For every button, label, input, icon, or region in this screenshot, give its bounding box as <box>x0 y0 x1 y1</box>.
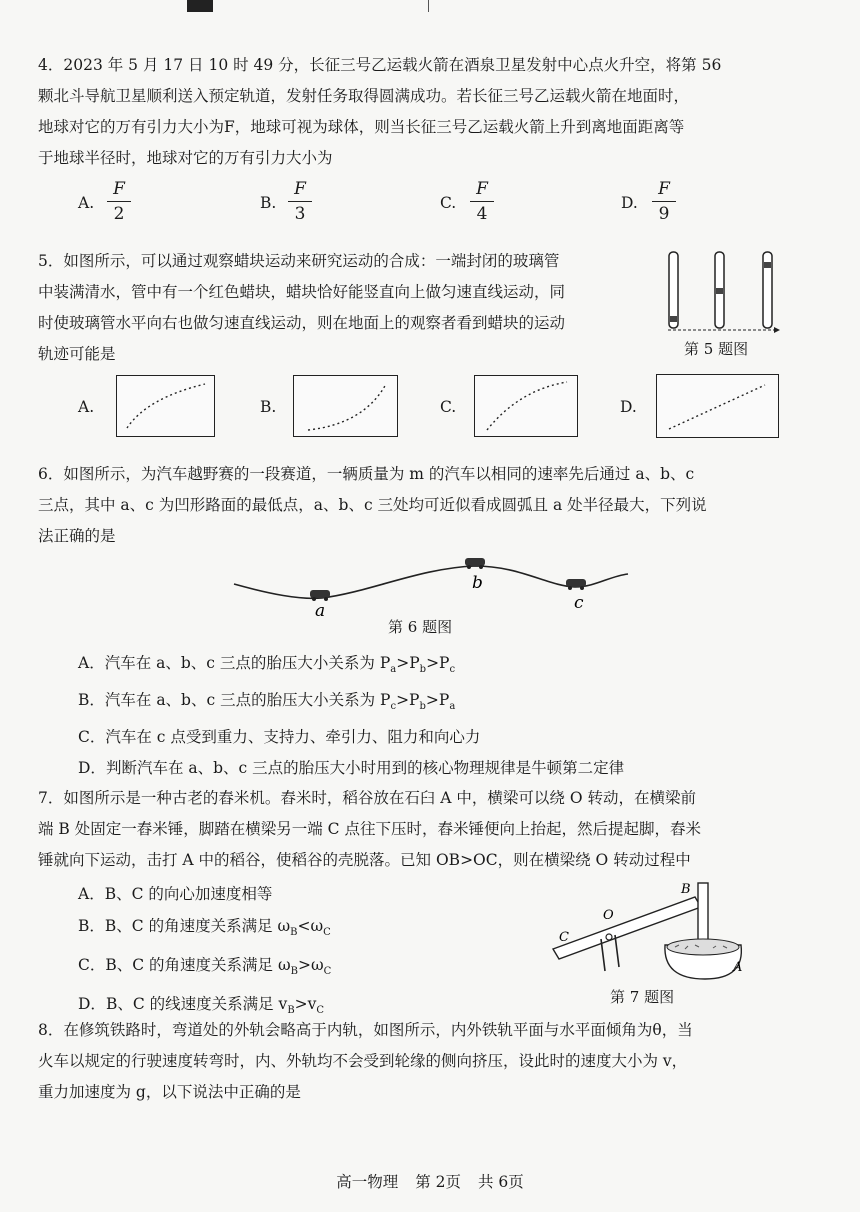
trajectory-path <box>669 385 765 429</box>
q5-option-b-graph <box>293 375 398 437</box>
q4-option-b-label: B. <box>260 194 277 212</box>
q7-figure-caption: 第 7 题图 <box>610 988 675 1006</box>
fraction-bar <box>652 201 676 202</box>
road-figure <box>230 554 630 616</box>
label-o: O <box>603 908 614 923</box>
fraction-numerator: F <box>476 179 488 199</box>
q6-figure-caption: 第 6 题图 <box>388 618 453 636</box>
trajectory-path <box>308 384 386 430</box>
question-8-stem <box>38 1015 693 1108</box>
pestle <box>698 883 708 941</box>
q4-option-a-fraction <box>107 178 131 225</box>
question-4-stem <box>38 50 721 174</box>
rice-pounder-figure <box>545 875 760 985</box>
question-7-stem <box>38 783 701 876</box>
fraction-denominator: 2 <box>113 204 125 224</box>
footer-subject: 高一物理 <box>336 1173 399 1191</box>
scan-line <box>428 0 429 12</box>
q5-option-a-label: A. <box>78 398 95 416</box>
support-post <box>601 939 605 971</box>
q4-option-d-label: D. <box>621 194 638 212</box>
fraction-denominator: 4 <box>476 204 488 224</box>
q5-option-a-graph <box>116 375 215 437</box>
question-line: 6．如图所示，为汽车越野赛的一段赛道，一辆质量为 m 的汽车以相同的速率先后通过 a、b、c <box>38 465 695 483</box>
question-line: 4．2023 年 5 月 17 日 10 时 49 分，长征三号乙运载火箭在酒泉卫星发射中心点火升空，将第 56 <box>38 56 722 74</box>
q5-option-d-graph <box>656 374 779 438</box>
q6-option-d: D．判断汽车在 a、b、c 三点的胎压大小时用到的核心物理规律是牛顿第二定律 <box>78 759 625 778</box>
question-line: 三点，其中 a、c 为凹形路面的最低点，a、b、c 三处均可近似看成圆弧且 a 处半径最大，下列说 <box>38 496 707 514</box>
grain <box>667 939 739 955</box>
fraction-numerator: F <box>658 179 670 199</box>
fraction-bar <box>470 201 494 202</box>
fraction-bar <box>288 201 312 202</box>
question-line: 地球对它的万有引力大小为F，地球可视为球体，则当长征三号乙运载火箭上升到离地面距离等 <box>38 118 685 136</box>
trajectory-path <box>127 384 205 428</box>
label-b: B <box>681 882 691 897</box>
point-label-c: c <box>574 593 584 613</box>
question-line: 8．在修筑铁路时，弯道处的外轨会略高于内轨，如图所示，内外铁轨平面与水平面倾角为θ，当 <box>38 1021 693 1039</box>
footer-page: 第 2页 <box>415 1173 461 1191</box>
question-line: 于地球半径时，地球对它的万有引力大小为 <box>38 149 333 167</box>
q5-option-d-label: D. <box>620 398 637 416</box>
support-post <box>615 935 619 967</box>
label-c: C <box>559 930 569 945</box>
label-a: A <box>733 960 743 975</box>
question-line: 火车以规定的行驶速度转弯时，内、外轨均不会受到轮缘的侧向挤压，设此时的速度大小为 v， <box>38 1052 688 1070</box>
question-line: 轨迹可能是 <box>38 345 116 363</box>
question-line: 7．如图所示是一种古老的舂米机。舂米时，稻谷放在石臼 A 中，横梁可以绕 O 转动，在横梁前 <box>38 789 696 807</box>
wax-block <box>670 316 677 322</box>
point-label-a: a <box>315 601 326 616</box>
q7-option-a: A．B、C 的向心加速度相等 <box>78 885 273 903</box>
arrow-head-icon <box>774 327 780 333</box>
glass-tube-figure <box>660 248 790 336</box>
question-line: 颗北斗导航卫星顺利送入预定轨道，发射任务取得圆满成功。若长征三号乙运载火箭在地面时， <box>38 87 690 105</box>
question-line: 重力加速度为 g，以下说法中正确的是 <box>38 1083 301 1101</box>
q5-option-c-graph <box>474 375 578 437</box>
q4-option-c-fraction <box>470 178 494 225</box>
car-icon <box>465 558 485 569</box>
footer-total: 共 6页 <box>477 1173 524 1191</box>
question-line: 时使玻璃管水平向右也做匀速直线运动，则在地面上的观察者看到蜡块的运动 <box>38 314 566 332</box>
q4-option-a-label: A. <box>78 194 95 212</box>
q4-option-b-fraction <box>288 178 312 225</box>
question-line: 中装满清水，管中有一个红色蜡块，蜡块恰好能竖直向上做匀速直线运动，同 <box>38 283 566 301</box>
q6-option-a: A．汽车在 a、b、c 三点的胎压大小关系为 $P_a>P_b>P_c$ <box>78 654 456 676</box>
fraction-denominator: 3 <box>294 204 306 224</box>
q6-option-b: B．汽车在 a、b、c 三点的胎压大小关系为 $P_c>P_b>P_a$ <box>78 691 456 713</box>
q7-option-d: D．B、C 的线速度关系满足 $v_B>v_C$ <box>78 995 325 1017</box>
fraction-numerator: F <box>294 179 306 199</box>
question-line: 锤就向下运动，击打 A 中的稻谷，使稻谷的壳脱落。已知 OB>OC，则在横梁绕 O 转动过程中 <box>38 851 691 869</box>
question-line: 法正确的是 <box>38 527 116 545</box>
q7-option-b: B．B、C 的角速度关系满足 $\omega_B<\omega_C$ <box>78 917 331 939</box>
q6-option-c: C．汽车在 c 点受到重力、支持力、牵引力、阻力和向心力 <box>78 728 481 747</box>
q7-options <box>78 878 331 1027</box>
q7-option-c: C．B、C 的角速度关系满足 $\omega_B>\omega_C$ <box>78 956 332 978</box>
pivot-o <box>606 934 612 940</box>
q5-figure-caption: 第 5 题图 <box>684 340 749 358</box>
question-5-stem <box>38 246 565 370</box>
question-line: 端 B 处固定一舂米锤，脚踏在横梁另一端 C 点往下压时，舂米锤便向上抬起，然后提起脚，舂米 <box>38 820 701 838</box>
question-line: 5．如图所示，可以通过观察蜡块运动来研究运动的合成：一端封闭的玻璃管 <box>38 252 560 270</box>
point-label-b: b <box>472 573 483 593</box>
question-6-stem <box>38 459 707 552</box>
car-icon <box>310 590 330 601</box>
q6-options <box>78 648 624 784</box>
page-footer <box>0 1170 860 1192</box>
fraction-denominator: 9 <box>658 204 670 224</box>
trajectory-path <box>487 382 567 430</box>
fraction-bar <box>107 201 131 202</box>
q5-option-b-label: B. <box>260 398 277 416</box>
scan-mark <box>187 0 213 12</box>
wax-block <box>716 288 723 294</box>
q4-option-c-label: C. <box>440 194 457 212</box>
fraction-numerator: F <box>113 179 125 199</box>
q5-option-c-label: C. <box>440 398 457 416</box>
q4-option-d-fraction <box>652 178 676 225</box>
car-icon <box>566 579 586 590</box>
wax-block <box>764 262 771 268</box>
